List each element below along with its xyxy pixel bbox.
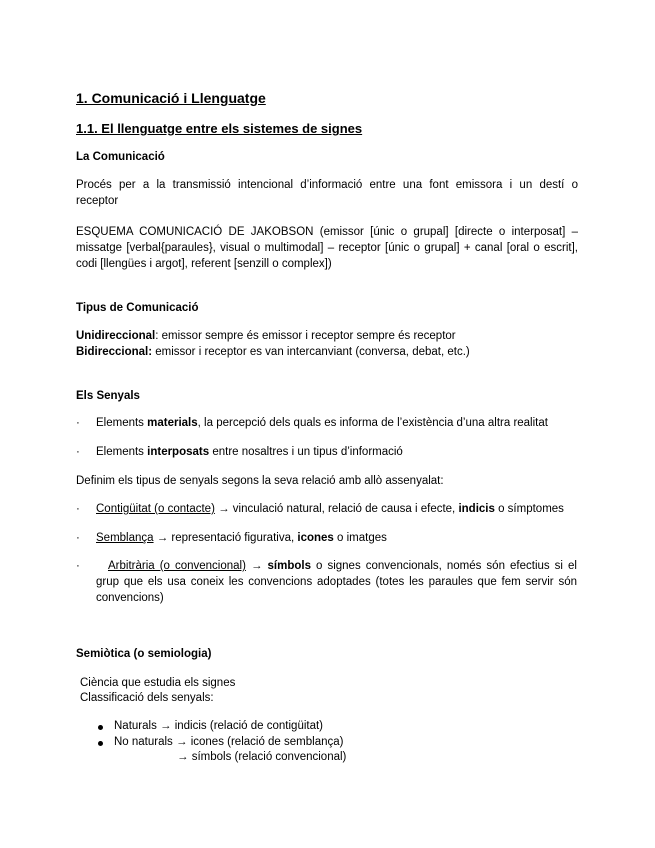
item2-bold: interposats	[147, 446, 210, 458]
bullet-mark: ·	[76, 532, 80, 544]
senyals-intro: Definim els tipus de senyals segons la seva relació amb allò assenyalat:	[76, 475, 444, 487]
senyals-item-1	[96, 417, 548, 429]
type3-post: o signes convencionals, només són efectius si el	[310, 560, 577, 572]
semiotica-item-no-naturals: No naturals → icones (relació de semblança)	[114, 736, 344, 748]
item2-post: entre nosaltres i un tipus d’informació	[209, 446, 403, 458]
bullet-mark: ·	[76, 503, 80, 515]
bullet-dot	[98, 725, 103, 730]
section-subtitle: 1.1. El llenguatge entre els sistemes de signes	[76, 121, 363, 136]
schema-line-1: ESQUEMA COMUNICACIÓ DE JAKOBSON (emissor [únic o grupal] [directe o interposat] –	[76, 226, 578, 238]
heading-semiotica: Semiòtica (o semiologia)	[76, 648, 212, 660]
type3-label: Arbitrària (o convencional)	[108, 560, 246, 572]
type-contiguitat	[96, 503, 564, 515]
label-bidireccional: Bidireccional:	[76, 346, 153, 358]
item2-pre: Elements	[96, 446, 148, 458]
type1-post: o símptomes	[494, 503, 564, 515]
type3-line-3: convencions)	[96, 592, 164, 604]
type1-label: Contigüitat (o contacte)	[96, 503, 215, 515]
type2-mid: → representació figurativa,	[153, 532, 298, 544]
bullet-mark: ·	[76, 446, 80, 458]
type3-arrow: →	[245, 560, 268, 572]
senyals-item-2	[96, 446, 403, 458]
definition-line-1: Procés per a la transmissió intencional d’informació entre una font emissora i un destí o	[76, 179, 578, 191]
text-unidireccional: : emissor sempre és emissor i receptor sempre és receptor	[155, 330, 456, 342]
type2-post: o imatges	[333, 532, 387, 544]
bullet-dot	[98, 741, 103, 746]
item1-pre: Elements	[96, 417, 148, 429]
text-bidireccional: emissor i receptor es van intercanviant (conversa, debat, etc.)	[152, 346, 470, 358]
type-semblanca	[96, 532, 387, 544]
type3-bold: símbols	[267, 560, 311, 572]
label-unidireccional: Unidireccional	[76, 330, 156, 342]
semiotica-line-2: Classificació dels senyals:	[80, 692, 214, 704]
tipus-unidireccional	[76, 330, 456, 342]
schema-line-3: codi [llengües i argot], referent [senzill o complex])	[76, 258, 332, 270]
document-title: 1. Comunicació i Llenguatge	[76, 90, 266, 106]
type1-mid: → vinculació natural, relació de causa i efecte,	[214, 503, 459, 515]
heading-senyals: Els Senyals	[76, 390, 140, 402]
item1-bold: materials	[147, 417, 198, 429]
bullet-mark: ·	[76, 417, 80, 429]
semiotica-line-1: Ciència que estudia els signes	[80, 677, 236, 689]
item1-post: , la percepció dels quals es informa de l’existència d’una altra realitat	[197, 417, 548, 429]
schema-line-2: missatge [verbal{paraules}, visual o multimodal] – receptor [únic o grupal] + canal [oral o escrit],	[76, 242, 578, 254]
tipus-bidireccional	[76, 346, 470, 358]
type2-label: Semblança	[96, 532, 154, 544]
semiotica-item-naturals: Naturals → indicis (relació de contigüitat)	[114, 720, 324, 732]
type-arbitraria	[96, 560, 577, 572]
type3-line-2: grup que els usa coneix les convencions adoptades (totes les paraules que fem servir són	[96, 576, 577, 588]
semiotica-item-no-naturals-cont: → símbols (relació convencional)	[177, 751, 347, 763]
heading-tipus: Tipus de Comunicació	[76, 302, 199, 314]
type2-bold: icones	[297, 532, 334, 544]
heading-comunicacio: La Comunicació	[76, 151, 165, 163]
bullet-mark: ·	[76, 560, 80, 572]
type1-bold: indicis	[458, 503, 495, 515]
definition-line-2: receptor	[76, 195, 119, 207]
